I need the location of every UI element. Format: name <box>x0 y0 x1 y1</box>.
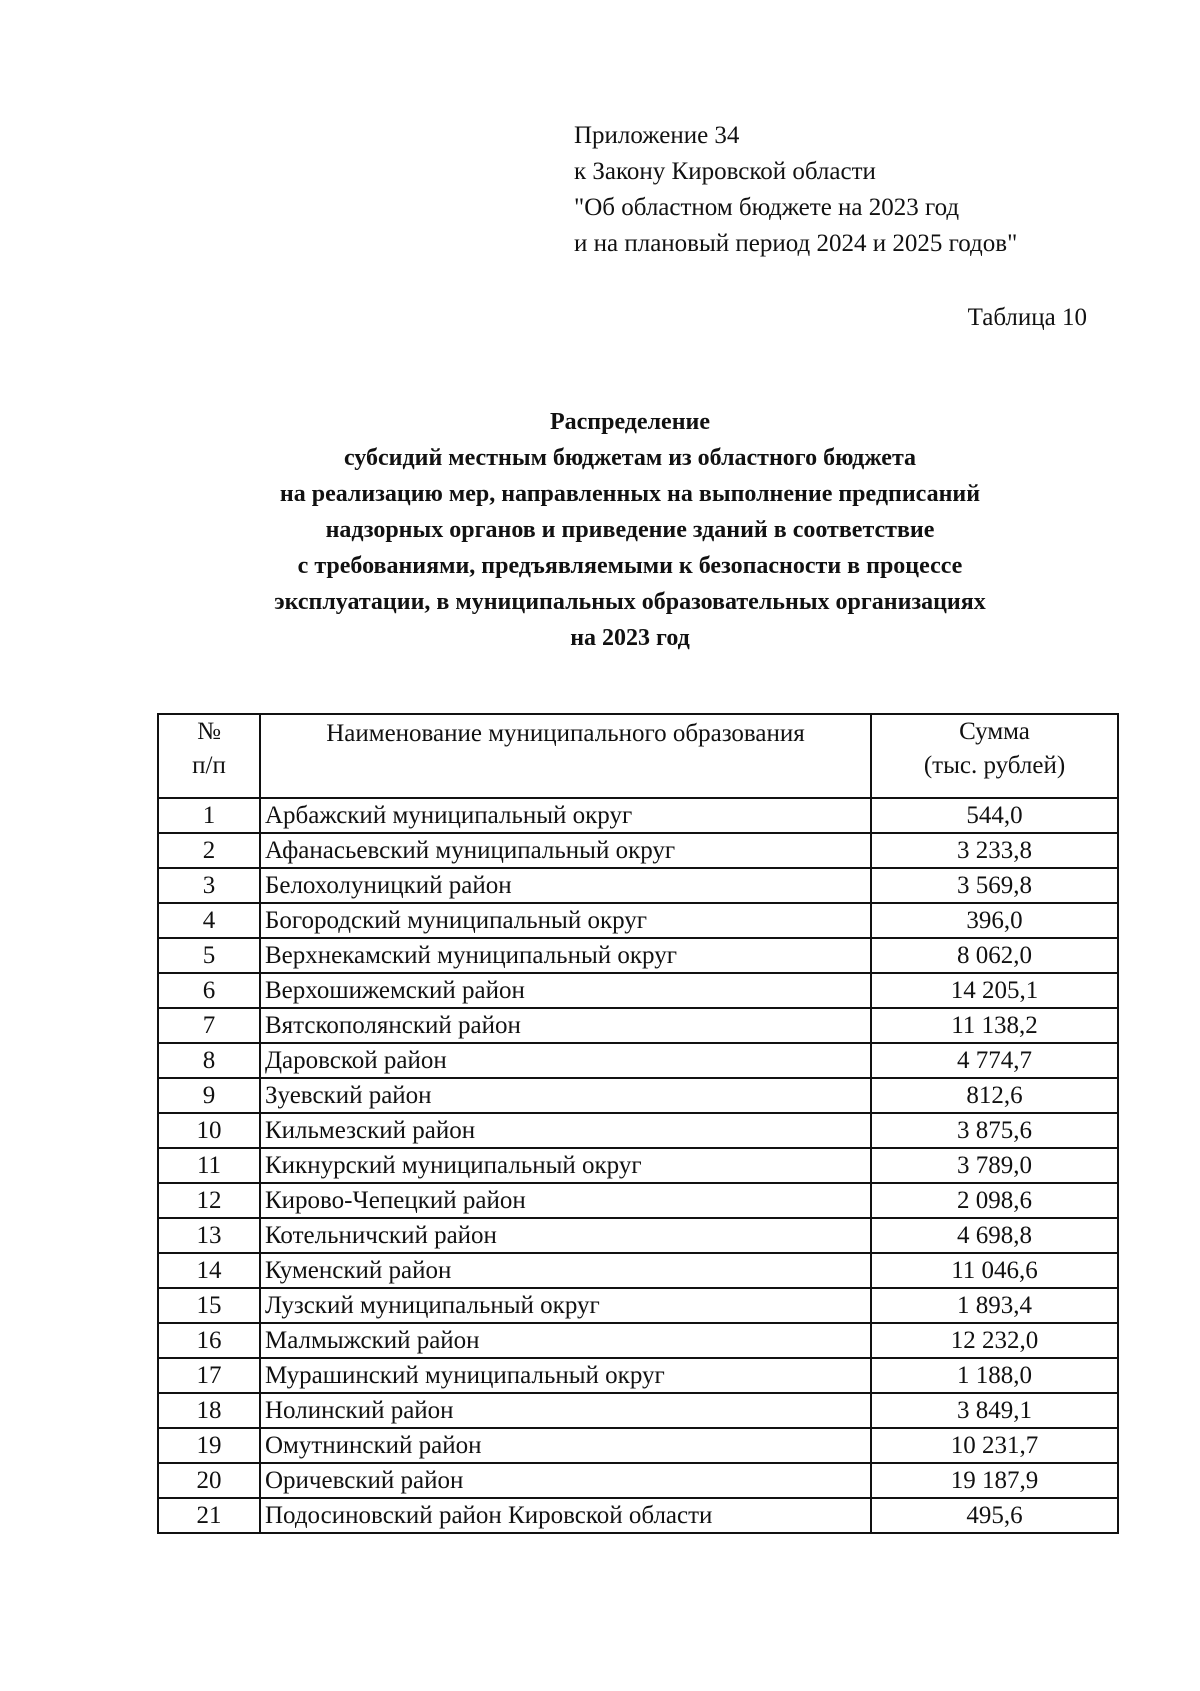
row-municipality: Кикнурский муниципальный округ <box>260 1148 871 1183</box>
row-number: 14 <box>158 1253 260 1288</box>
row-municipality: Котельничский район <box>260 1218 871 1253</box>
row-municipality: Омутнинский район <box>260 1428 871 1463</box>
table-body <box>158 798 1118 1533</box>
row-number: 9 <box>158 1078 260 1113</box>
table-row <box>158 1498 1118 1533</box>
appendix-line: к Закону Кировской области <box>574 158 876 185</box>
heading-line: субсидий местным бюджетам из областного бюджета <box>343 445 917 471</box>
row-municipality: Подосиновский район Кировской области <box>260 1498 871 1533</box>
row-sum: 1 188,0 <box>871 1358 1118 1393</box>
row-municipality: Белохолуницкий район <box>260 868 871 903</box>
appendix-block <box>574 118 1017 262</box>
row-sum: 3 875,6 <box>871 1113 1118 1148</box>
appendix-line: Приложение 34 <box>574 122 740 149</box>
row-municipality: Афанасьевский муниципальный округ <box>260 833 871 868</box>
row-sum: 495,6 <box>871 1498 1118 1533</box>
table-header-row <box>158 714 1118 798</box>
header-number <box>158 714 260 798</box>
row-number: 8 <box>158 1043 260 1078</box>
row-number: 6 <box>158 973 260 1008</box>
row-number: 11 <box>158 1148 260 1183</box>
row-number: 1 <box>158 798 260 833</box>
row-municipality: Кильмезский район <box>260 1113 871 1148</box>
table-row <box>158 1218 1118 1253</box>
table-row <box>158 1358 1118 1393</box>
table-number: Таблица 10 <box>967 304 1087 331</box>
row-sum: 10 231,7 <box>871 1428 1118 1463</box>
header-number-line: п/п <box>192 752 226 779</box>
row-municipality: Верхошижемский район <box>260 973 871 1008</box>
row-sum: 812,6 <box>871 1078 1118 1113</box>
table-row <box>158 1323 1118 1358</box>
row-sum: 12 232,0 <box>871 1323 1118 1358</box>
document-heading <box>0 404 1200 656</box>
row-number: 4 <box>158 903 260 938</box>
row-municipality: Лузский муниципальный округ <box>260 1288 871 1323</box>
row-sum: 396,0 <box>871 903 1118 938</box>
row-sum: 19 187,9 <box>871 1463 1118 1498</box>
subsidy-table <box>157 713 1119 1534</box>
table-row <box>158 1183 1118 1218</box>
row-number: 3 <box>158 868 260 903</box>
table-row <box>158 1393 1118 1428</box>
row-number: 2 <box>158 833 260 868</box>
row-sum: 3 569,8 <box>871 868 1118 903</box>
row-sum: 3 849,1 <box>871 1393 1118 1428</box>
row-sum: 544,0 <box>871 798 1118 833</box>
header-sum-line: (тыс. рублей) <box>923 752 1066 779</box>
row-number: 10 <box>158 1113 260 1148</box>
row-number: 16 <box>158 1323 260 1358</box>
row-sum: 4 698,8 <box>871 1218 1118 1253</box>
row-sum: 1 893,4 <box>871 1288 1118 1323</box>
row-number: 15 <box>158 1288 260 1323</box>
row-sum: 3 789,0 <box>871 1148 1118 1183</box>
row-number: 7 <box>158 1008 260 1043</box>
table-row <box>158 1148 1118 1183</box>
heading-line: на реализацию мер, направленных на выполнение предписаний <box>279 481 981 507</box>
row-municipality: Нолинский район <box>260 1393 871 1428</box>
table-row <box>158 973 1118 1008</box>
table-row <box>158 868 1118 903</box>
row-sum: 8 062,0 <box>871 938 1118 973</box>
heading-line: Распределение <box>549 409 711 435</box>
table-row <box>158 1113 1118 1148</box>
appendix-line: "Об областном бюджете на 2023 год <box>574 194 960 221</box>
table-row <box>158 1288 1118 1323</box>
row-municipality: Богородский муниципальный округ <box>260 903 871 938</box>
header-sum-line: Сумма <box>959 718 1030 745</box>
row-municipality: Даровской район <box>260 1043 871 1078</box>
row-municipality: Оричевский район <box>260 1463 871 1498</box>
row-number: 19 <box>158 1428 260 1463</box>
table-row <box>158 903 1118 938</box>
table-row <box>158 1463 1118 1498</box>
appendix-line: и на плановый период 2024 и 2025 годов" <box>574 230 1018 257</box>
row-sum: 11 046,6 <box>871 1253 1118 1288</box>
table-row <box>158 1428 1118 1463</box>
row-number: 13 <box>158 1218 260 1253</box>
row-municipality: Арбажский муниципальный округ <box>260 798 871 833</box>
heading-line: на 2023 год <box>570 625 690 651</box>
row-number: 18 <box>158 1393 260 1428</box>
row-municipality: Куменский район <box>260 1253 871 1288</box>
table-row <box>158 833 1118 868</box>
row-municipality: Верхнекамский муниципальный округ <box>260 938 871 973</box>
header-number-line: № <box>197 718 221 745</box>
row-sum: 2 098,6 <box>871 1183 1118 1218</box>
row-sum: 4 774,7 <box>871 1043 1118 1078</box>
table-row <box>158 1008 1118 1043</box>
heading-line: эксплуатации, в муниципальных образовательных организациях <box>274 589 986 615</box>
table-row <box>158 1253 1118 1288</box>
table-row <box>158 1043 1118 1078</box>
heading-line: надзорных органов и приведение зданий в соответствие <box>325 517 935 543</box>
row-number: 17 <box>158 1358 260 1393</box>
heading-line: с требованиями, предъявляемыми к безопасности в процессе <box>297 553 963 579</box>
row-sum: 14 205,1 <box>871 973 1118 1008</box>
row-number: 12 <box>158 1183 260 1218</box>
row-number: 21 <box>158 1498 260 1533</box>
row-number: 5 <box>158 938 260 973</box>
row-sum: 11 138,2 <box>871 1008 1118 1043</box>
header-sum <box>871 714 1118 798</box>
row-municipality: Зуевский район <box>260 1078 871 1113</box>
row-number: 20 <box>158 1463 260 1498</box>
row-municipality: Мурашинский муниципальный округ <box>260 1358 871 1393</box>
header-name: Наименование муниципального образования <box>260 714 871 798</box>
row-municipality: Малмыжский район <box>260 1323 871 1358</box>
row-municipality: Кирово-Чепецкий район <box>260 1183 871 1218</box>
table-row <box>158 938 1118 973</box>
table-row <box>158 798 1118 833</box>
row-sum: 3 233,8 <box>871 833 1118 868</box>
row-municipality: Вятскополянский район <box>260 1008 871 1043</box>
table-row <box>158 1078 1118 1113</box>
